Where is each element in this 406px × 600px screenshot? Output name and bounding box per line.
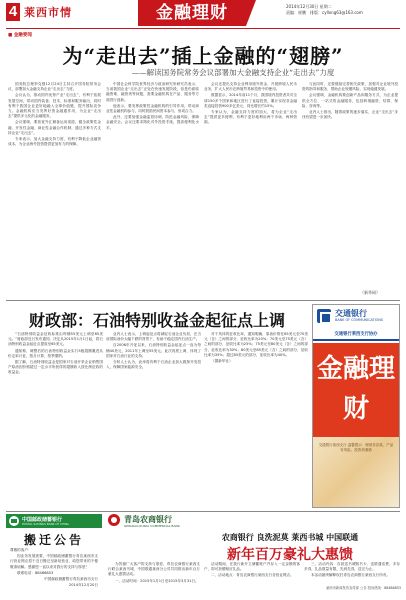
qingdao-title: 新年百万豪礼大惠馈	[227, 547, 353, 563]
paragraph: 此外，还要加强金融监管协调，防范金融风险，保障金融安全。会议还要求简化对外投资手续，提高便利化水平。	[106, 115, 199, 130]
postal-body	[10, 548, 98, 600]
qingdao-bank-name: 青岛农商银行	[124, 514, 172, 524]
article1-column-2	[106, 82, 199, 294]
paragraph: 分析人士认为，此举将有利于石油企业加大勘探开发投入，保障国家能源安全。	[106, 360, 201, 370]
page-header	[0, 0, 406, 40]
postal-notice	[6, 514, 102, 600]
article2-column-2	[106, 332, 201, 508]
footer-note: 莱西市新闻发布宣传部 公告 投诉热线：88486853	[326, 586, 401, 590]
bank-slogan: 交通银行莱西支行协办	[334, 332, 378, 337]
paragraph: 会议强调，要拓宽外汇储备运用渠道，健全政策性金融、开发性金融、商业性金融合作机制，通过多种方式支持企业“走出去”。	[8, 120, 101, 135]
paragraph: 二、活动地点：青岛农商银行莱西支行各营业网点。	[211, 573, 294, 578]
paragraph: 因业务发展需要，中国邮政储蓄银行青岛莱西市支行营业网点将于近日搬迁至新址营业，给您带来的不便敬请谅解。感谢您一直以来对我行的支持与厚爱！	[10, 554, 98, 569]
qingdao-bank-name-en: QINGDAO RURAL COMMERCIAL BANK	[124, 524, 180, 528]
header-divider	[6, 28, 400, 29]
paragraph: 他表示，要发挥政策性金融机构的引导作用，带动商业性金融机构参与，同时鼓励民间资本参与，形成合力。	[106, 103, 199, 114]
article1-column-4	[302, 82, 398, 288]
bank-pattern	[313, 437, 399, 507]
paragraph: 业内人士指出，随着政策的逐步落实，企业“走出去”步伐有望进一步加快。	[302, 110, 398, 120]
paragraph: 活动期间，在我行新开立储蓄账户并存入一定金额的客户，即可获赠相应礼品。	[204, 562, 300, 572]
qingdao-column-3	[304, 562, 400, 600]
paragraph: （据新华社）	[211, 359, 233, 364]
qingdao-slogan: 农商银行 良洗泥莫 莱西书城 中国联通	[221, 532, 359, 542]
bank-name-en: BANK OF COMMUNICATIONS	[335, 318, 383, 322]
paragraph: 会议认为，推动国内优势产业“走出去”，有利于拓展发展空间，带动国内装备、技术、标准和服务输出，同时有利于我国企业更好地融入全球价值链，提升国际竞争力。金融机构应当发挥好资金融通作用，为企业“走出去”提供多元化的金融服务。	[8, 93, 101, 119]
paragraph: 尊敬的客户：	[10, 548, 32, 552]
postal-bank-name: 中国邮政储蓄银行	[22, 517, 63, 523]
masthead-banner	[138, 0, 246, 26]
section-name: 莱西市情	[24, 6, 72, 19]
postal-header	[6, 514, 102, 528]
paragraph: 数据显示，2014年前11个月，我国境内投资者共对全球150多个国家和地区进行了直接投资，累计实现非金融类直接投资900多亿美元，同比增长约15%。	[204, 93, 297, 108]
bank-ad	[312, 304, 400, 508]
paragraph: 2014年12月20日	[68, 583, 98, 588]
article2-column-3	[204, 332, 308, 508]
postal-title: 搬迁公告	[23, 533, 84, 547]
postal-logo-icon	[9, 516, 19, 526]
masthead-title: 金融理财	[156, 3, 228, 23]
qingdao-column-1	[108, 562, 200, 600]
paragraph: 对于具体的征收比率，通知明确，原油价格在65美元至70美元（含）之间的部分，征收比率为20%；70美元至75美元（含）之间的部分，征收比率为25%；75美元至80美元（含）之间的部分，征收比率为30%；80美元至85美元（含）之间的部分，征收比率为35%；超过85美元的部分，征收比率为40%。	[204, 332, 308, 357]
postal-bank-name-en: POSTAL SAVINGS BANK OF CHINA	[22, 522, 69, 526]
article2-column-1	[8, 332, 103, 508]
paragraph: 与此同时，还要继续完善相关政策，加强对企业境外投资的指导和服务，帮助企业规避风险，实现稳健发展。	[302, 82, 398, 92]
editor-credits: 责编：崔鹏 排版：cyllxng63@163.com	[286, 10, 363, 15]
paragraph: 中国邮政储蓄银行青岛莱西市支行	[44, 577, 98, 582]
paragraph: 会议还提出支持企业利用境外资金、开展跨境人民币业务，扩大人民币在跨境贸易和投资中的使用。	[204, 82, 297, 92]
paragraph: 通知称，调整后的石油特别收益金实行5级超额累进从价定率计征，按月计算、按季缴纳。	[8, 348, 103, 358]
qingdao-column-2	[204, 562, 300, 600]
paragraph: 中国社会科学院世界经济与政治研究所研究员表示，当前我国企业“走出去”正处在快速发展阶段，但是仍面临融资难、融资贵等问题，需要金融机构在产品、服务等方面进行创新。	[106, 82, 199, 102]
paragraph: 三、活动内容：存款送书城购书卡、送联通话费，多存多得，礼品数量有限，先到先得，送完为止。	[304, 562, 400, 572]
paragraph: 本活动最终解释权归青岛农商银行莱西支行所有。	[311, 573, 391, 578]
paragraph: 一、活动时间：2015年1月1日至2015年3月31日。	[115, 578, 199, 583]
article1-column-1	[8, 82, 101, 294]
paragraph: 国务院总理李克强12月24日主持召开国务院常务会议，部署加大金融支持企业“走出去”力度。	[8, 82, 101, 92]
bank-banner-text: 金融理财	[317, 354, 396, 424]
paragraph: 联系电话：88486853	[17, 570, 54, 575]
paragraph: 为答谢广大客户的支持与厚爱，青岛农商银行莱西支行联合莱西书城、中国联通莱西分公司共同推出新年百万豪礼大惠馈活动。	[108, 562, 200, 577]
article2-headline: 财政部：石油特别收益金起征点上调	[28, 311, 285, 330]
paragraph: 会议强调，金融机构要创新产品和服务方式，为企业提供全方位、一站式的金融服务，包括跨境融资、结算、保险、咨询等。	[302, 93, 398, 108]
article1-subheadline: ——解读国务院常务会议部署加大金融支持企业“走出去”力度	[131, 68, 335, 77]
bank-divider	[313, 339, 399, 341]
bank-name: 交通银行	[335, 308, 367, 318]
page-number: 4	[6, 3, 20, 21]
bank-banner	[313, 343, 399, 437]
article-divider	[6, 300, 400, 301]
paragraph: 据了解，石油特别收益金是国家对石油开采企业销售国产原油因价格超过一定水平所获得的超额收入按比例征收的收益金。	[8, 360, 103, 375]
paragraph: 专家表示，加大金融支持力度，有利于降低企业融资成本，为企业海外投资提供更加有力的保障。	[8, 137, 101, 147]
paragraph: 自2006年开征以来，石油特别收益金起征点一直为每桶40美元，2011年上调至55美元。此次再度上调，体现了国家对石油行业的支持。	[106, 343, 201, 358]
bank-note: 交通银行莱西支行 温馨提示：理财非存款，产品有风险，投资须谨慎	[318, 443, 394, 452]
column-tag: ■ 金融要闻	[8, 33, 32, 38]
paragraph: 业内人士表示，上调起征点将减轻石油企业负担，在当前国际油价大幅下跌的背景下，有助于稳定国内石油生产。	[106, 332, 201, 342]
paragraph: “石油特别收益金征收标准由每桶55美元上调至65美元。”财政部近日发布通知，决定从2015年1月1日起，将石油特别收益金起征点提高至65美元。	[8, 332, 103, 347]
article1-byline: （新华网）	[360, 290, 380, 295]
issue-date: 2014年12月30日 星期二	[286, 4, 332, 9]
bank-logo-icon	[317, 309, 331, 323]
bank-logo	[313, 305, 399, 327]
article1-headline: 为“走出去”插上金融的“翅膀”	[62, 44, 344, 68]
qingdao-bank-logo-icon	[108, 514, 120, 526]
article1-column-3	[204, 82, 297, 294]
paragraph: 专家认为，金融支持力度的加大，将为企业“走出去”提供更多便利，有利于更好地利用两个市场、两种资源。	[204, 110, 297, 125]
section-divider	[6, 511, 400, 512]
